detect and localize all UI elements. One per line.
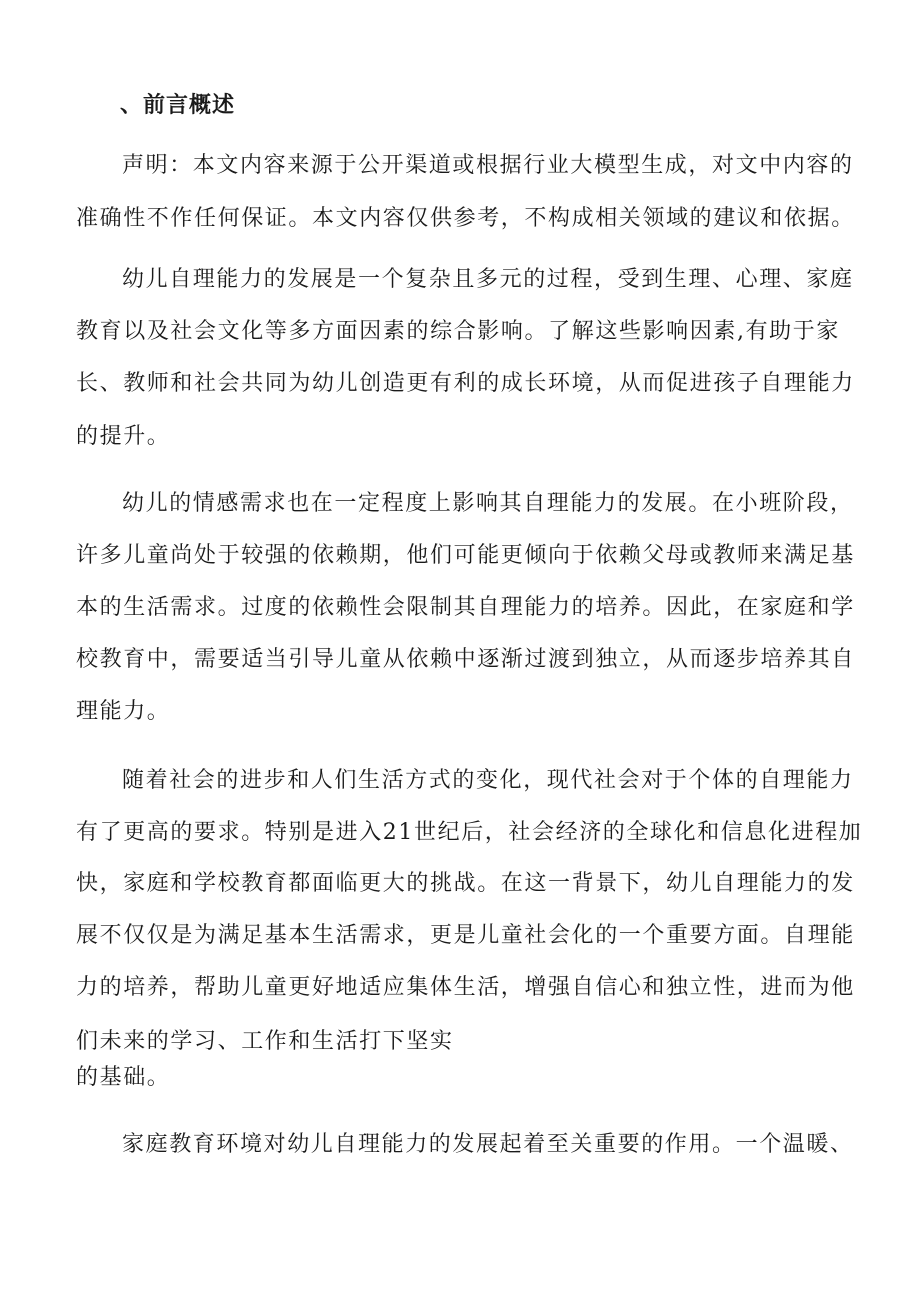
disclaimer-line-2: 准确性不作任何保证。本文内容仅供参考，不构成相关领域的建议和依据。 [76,206,855,231]
paragraph-3-line-2: 许多儿童尚处于较强的依赖期，他们可能更倾向于依赖父母或教师来满足基 [76,543,855,568]
paragraph-4-line-7: 的基础。 [76,1065,171,1090]
paragraph-4-line-2: 有了更高的要求。特别是进入21世纪后，社会经济的全球化和信息化进程加 [76,820,863,845]
paragraph-2-line-4: 的提升。 [76,424,171,449]
paragraph-4-line-6: 们未来的学习、工作和生活打下坚实 [76,1029,454,1054]
paragraph-3-line-1: 幼儿的情感需求也在一定程度上影响其自理能力的发展。在小班阶段， [122,491,854,516]
paragraph-5-line-1: 家庭教育环境对幼儿自理能力的发展起着至关重要的作用。一个温暖、 [122,1132,854,1157]
paragraph-2-line-2: 教育以及社会文化等多方面因素的综合影响。了解这些影响因素,有助于家 [76,319,840,344]
paragraph-4-line-4: 展不仅仅是为满足基本生活需求，更是儿童社会化的一个重要方面。自理能 [76,923,855,948]
paragraph-4-line-5: 力的培养，帮助儿童更好地适应集体生活，增强自信心和独立性，进而为他 [76,975,855,1000]
paragraph-4-line-1: 随着社会的进步和人们生活方式的变化，现代社会对于个体的自理能力 [122,768,854,793]
paragraph-4-line-3: 快，家庭和学校教育都面临更大的挑战。在这一背景下，幼儿自理能力的发 [76,871,855,896]
disclaimer-line-1: 声明：本文内容来源于公开渠道或根据行业大模型生成，对文中内容的 [122,153,854,178]
paragraph-2-line-3: 长、教师和社会共同为幼儿创造更有利的成长环境，从而促进孩子自理能力 [76,371,855,396]
paragraph-3-line-5: 理能力。 [76,699,171,724]
paragraph-3-line-4: 校教育中，需要适当引导儿童从依赖中逐渐过渡到独立，从而逐步培养其自 [76,647,855,672]
section-heading: 、前言概述 [120,93,236,118]
paragraph-2-line-1: 幼儿自理能力的发展是一个复杂且多元的过程，受到生理、心理、家庭 [122,267,854,292]
paragraph-3-line-3: 本的生活需求。过度的依赖性会限制其自理能力的培养。因此，在家庭和学 [76,595,855,620]
